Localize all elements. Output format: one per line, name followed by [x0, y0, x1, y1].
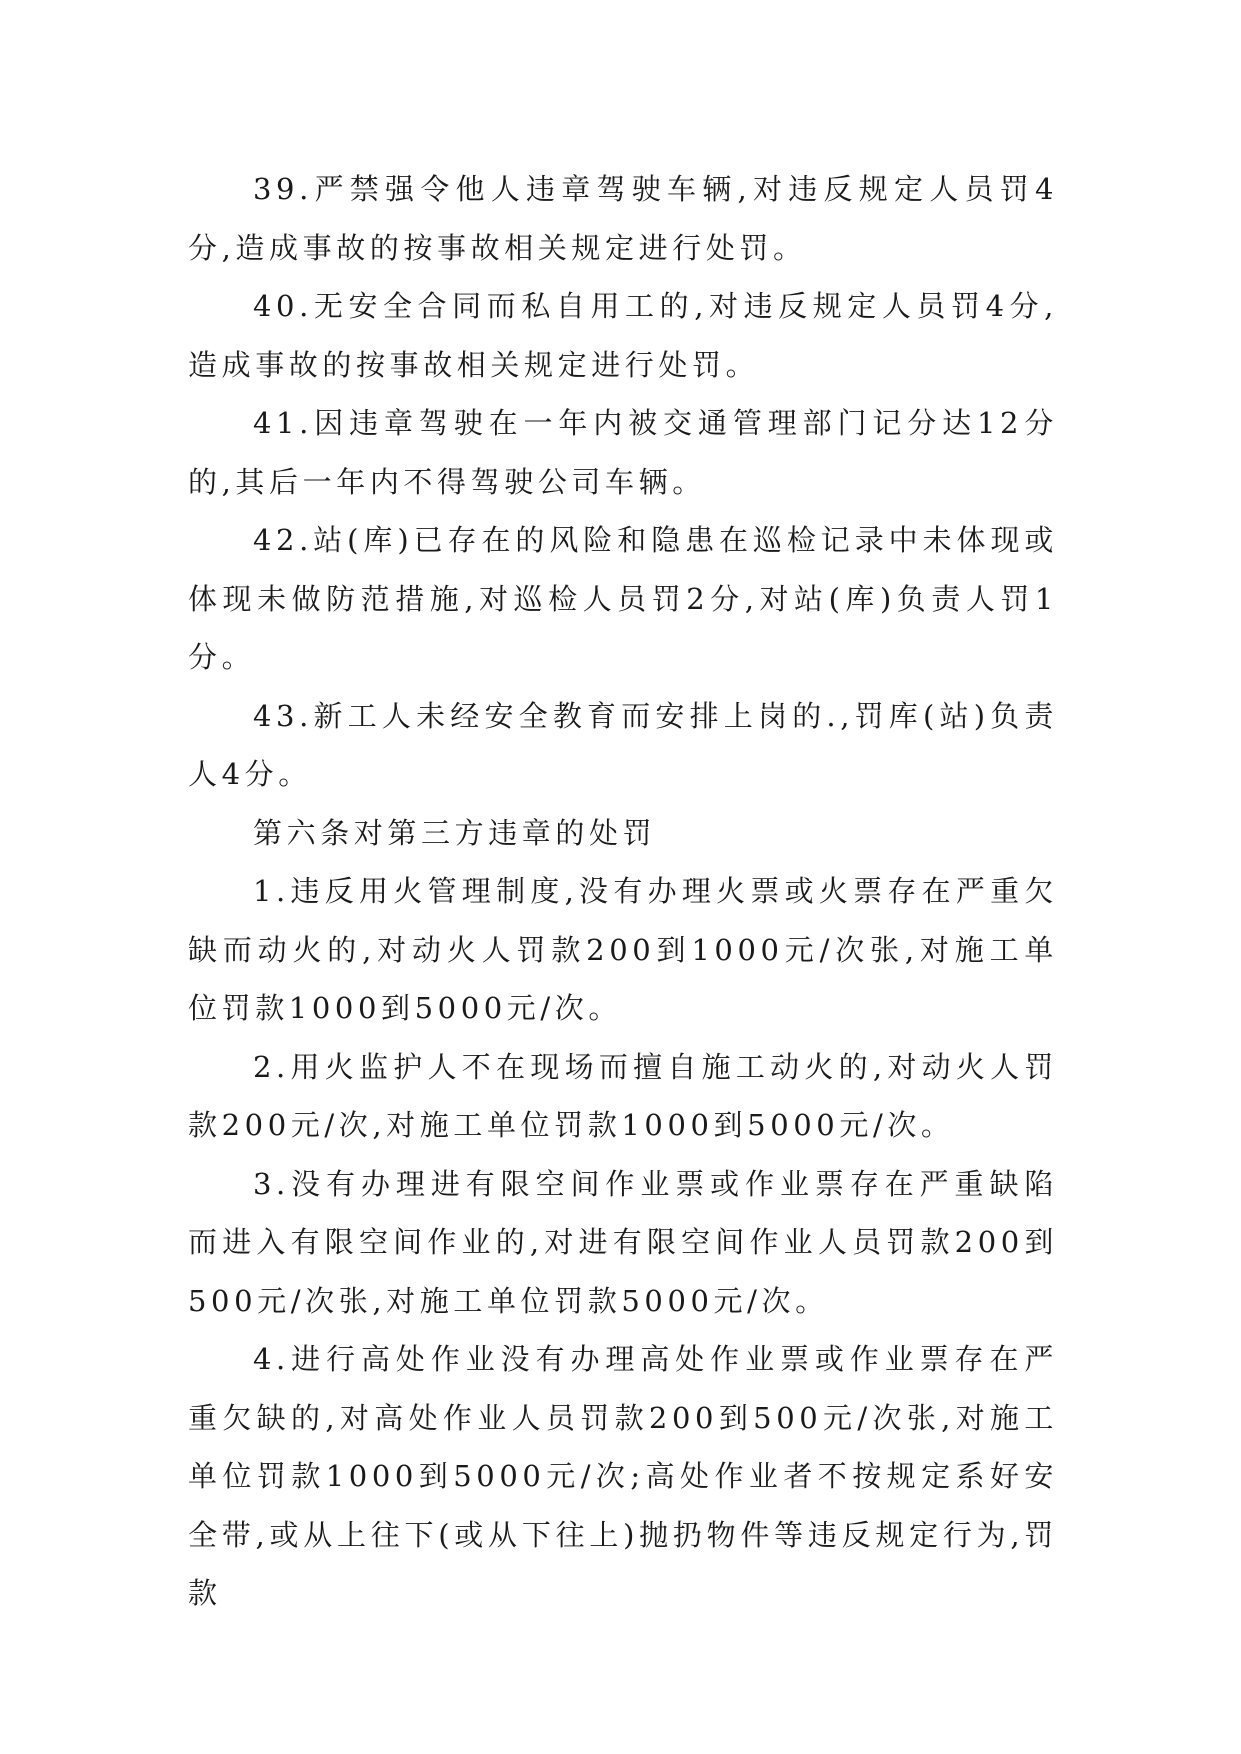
paragraph-third-party-2: 2.用火监护人不在现场而擅自施工动火的,对动火人罚款200元/次,对施工单位罚款1000到5000元/次。 [188, 1049, 1058, 1142]
section-heading-article-6: 第六条对第三方违章的处罚 [253, 815, 657, 850]
paragraph-third-party-3: 3.没有办理进有限空间作业票或作业票存在严重缺陷而进入有限空间作业的,对进有限空间作业人员罚款200到500元/次张,对施工单位罚款5000元/次。 [188, 1166, 1058, 1318]
paragraph-41: 41.因违章驾驶在一年内被交通管理部门记分达12分的,其后一年内不得驾驶公司车辆。 [188, 406, 1058, 499]
paragraph-third-party-1: 1.违反用火管理制度,没有办理火票或火票存在严重欠缺而动火的,对动火人罚款200到1000元/次张,对施工单位罚款1000到5000元/次。 [188, 874, 1058, 1025]
document-body [188, 160, 1058, 1623]
paragraph-40: 40.无安全合同而私自用工的,对违反规定人员罚4分,造成事故的按事故相关规定进行处罚。 [188, 289, 1058, 382]
paragraph-third-party-4: 4.进行高处作业没有办理高处作业票或作业票存在严重欠缺的,对高处作业人员罚款200到500元/次张,对施工单位罚款1000到5000元/次;高处作业者不按规定系好安全带,或从上往下(或从下往上)抛扔物件等违反规定行为,罚款 [188, 1342, 1058, 1610]
paragraph-43: 43.新工人未经安全教育而安排上岗的.,罚库(站)负责人4分。 [188, 698, 1058, 791]
paragraph-39: 39.严禁强令他人违章驾驶车辆,对违反规定人员罚4分,造成事故的按事故相关规定进行处罚。 [188, 172, 1058, 265]
paragraph-42: 42.站(库)已存在的风险和隐患在巡检记录中未体现或体现未做防范措施,对巡检人员罚2分,对站(库)负责人罚1分。 [188, 523, 1058, 674]
